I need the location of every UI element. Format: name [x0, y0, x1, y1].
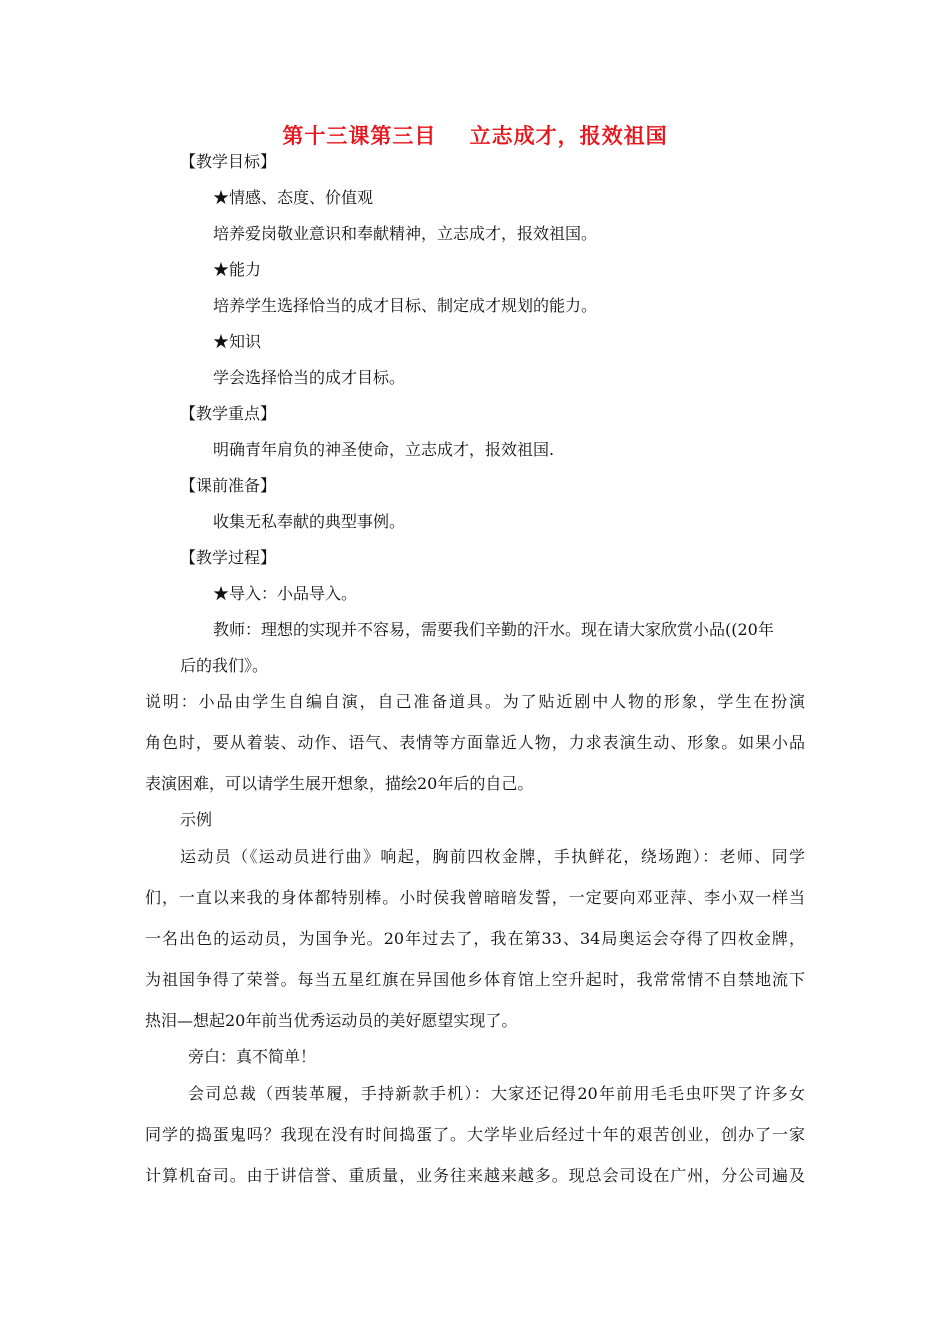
- goal-ability-header: ★能力: [213, 260, 262, 279]
- goal-emotion-text: 培养爱岗敬业意识和奉献精神，立志成才，报效祖国。: [213, 224, 598, 243]
- example-label: 示例: [180, 810, 213, 829]
- athlete-paragraph-line: 热泪—想起20年前当优秀运动员的美好愿望实现了。: [145, 1011, 518, 1030]
- note-paragraph-line: 表演困难，可以请学生展开想象，描绘20年后的自己。: [145, 774, 534, 793]
- athlete-paragraph-line: 们，一直以来我的身体都特别棒。小时侯我曾暗暗发誓，一定要向邓亚萍、李小双一样当: [145, 888, 805, 907]
- teaching-goals-header: 【教学目标】: [180, 152, 277, 171]
- teacher-paragraph-line: 后的我们》。: [180, 656, 269, 675]
- page-title: 第十三课第三目 立志成才，报效祖国: [282, 123, 668, 148]
- teaching-key-header: 【教学重点】: [180, 404, 277, 423]
- ceo-paragraph-line: 会司总裁（西装革履，手持新款手机）：大家还记得20年前用毛毛虫吓哭了许多女: [188, 1084, 805, 1103]
- goal-emotion-header: ★情感、态度、价值观: [213, 188, 374, 207]
- intro-header: ★导入：小品导入。: [213, 584, 358, 603]
- preparation-header: 【课前准备】: [180, 476, 277, 495]
- teaching-key-text: 明确青年肩负的神圣使命，立志成才，报效祖国.: [213, 440, 555, 459]
- preparation-text: 收集无私奉献的典型事例。: [213, 512, 406, 531]
- goal-knowledge-header: ★知识: [213, 332, 262, 351]
- note-paragraph-line: 角色时，要从着装、动作、语气、表情等方面靠近人物，力求表演生动、形象。如果小品: [145, 733, 805, 752]
- ceo-paragraph-line: 同学的捣蛋鬼吗？我现在没有时间捣蛋了。大学毕业后经过十年的艰苦创业，创办了一家: [145, 1125, 805, 1144]
- narrator-line: 旁白：真不简单！: [188, 1047, 317, 1066]
- goal-knowledge-text: 学会选择恰当的成才目标。: [213, 368, 406, 387]
- athlete-paragraph-line: 运动员（《运动员进行曲》响起，胸前四枚金牌，手执鲜花，绕场跑）：老师、同学: [180, 847, 805, 866]
- teaching-process-header: 【教学过程】: [180, 548, 277, 567]
- ceo-paragraph-line: 计算机奋司。由于讲信誉、重质量，业务往来越来越多。现总会司设在广州，分公司遍及: [145, 1166, 805, 1185]
- teacher-paragraph-line: 教师：理想的实现并不容易，需要我们辛勤的汗水。现在请大家欣赏小品((20年: [213, 620, 774, 639]
- goal-ability-text: 培养学生选择恰当的成才目标、制定成才规划的能力。: [213, 296, 598, 315]
- athlete-paragraph-line: 为祖国争得了荣誉。每当五星红旗在异国他乡体育馆上空升起时，我常常情不自禁地流下: [145, 970, 805, 989]
- athlete-paragraph-line: 一名出色的运动员，为国争光。20年过去了，我在第33、34局奥运会夺得了四枚金牌，: [145, 929, 805, 948]
- note-paragraph-line: 说明：小品由学生自编自演，自己准备道具。为了贴近剧中人物的形象，学生在扮演: [145, 692, 805, 711]
